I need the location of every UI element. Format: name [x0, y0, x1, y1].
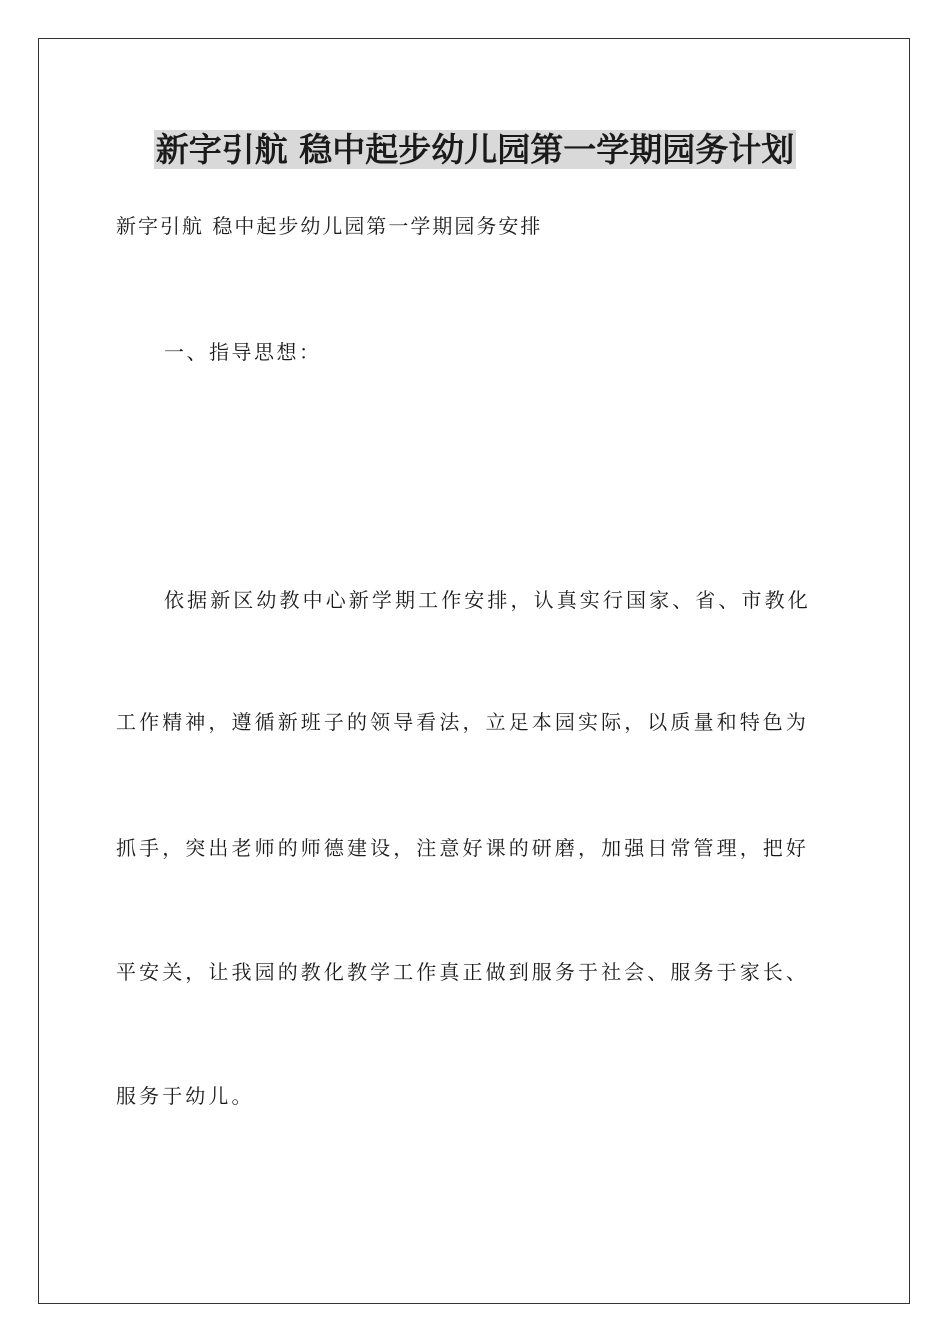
document-title-text: 新字引航 稳中起步幼儿园第一学期园务计划	[155, 130, 795, 169]
document-title	[0, 128, 950, 172]
paragraph-line-5: 服务于幼儿。	[116, 1084, 255, 1108]
paragraph-line-2: 工作精神，遵循新班子的领导看法，立足本园实际，以质量和特色为	[116, 710, 809, 734]
document-subtitle: 新字引航 稳中起步幼儿园第一学期园务安排	[116, 214, 543, 238]
section-heading: 一、指导思想：	[164, 340, 322, 364]
paragraph-line-1: 依据新区幼教中心新学期工作安排，认真实行国家、省、市教化	[164, 588, 811, 612]
paragraph-line-4: 平安关，让我园的教化教学工作真正做到服务于社会、服务于家长、	[116, 960, 809, 984]
paragraph-line-3: 抓手，突出老师的师德建设，注意好课的研磨，加强日常管理，把好	[116, 836, 809, 860]
